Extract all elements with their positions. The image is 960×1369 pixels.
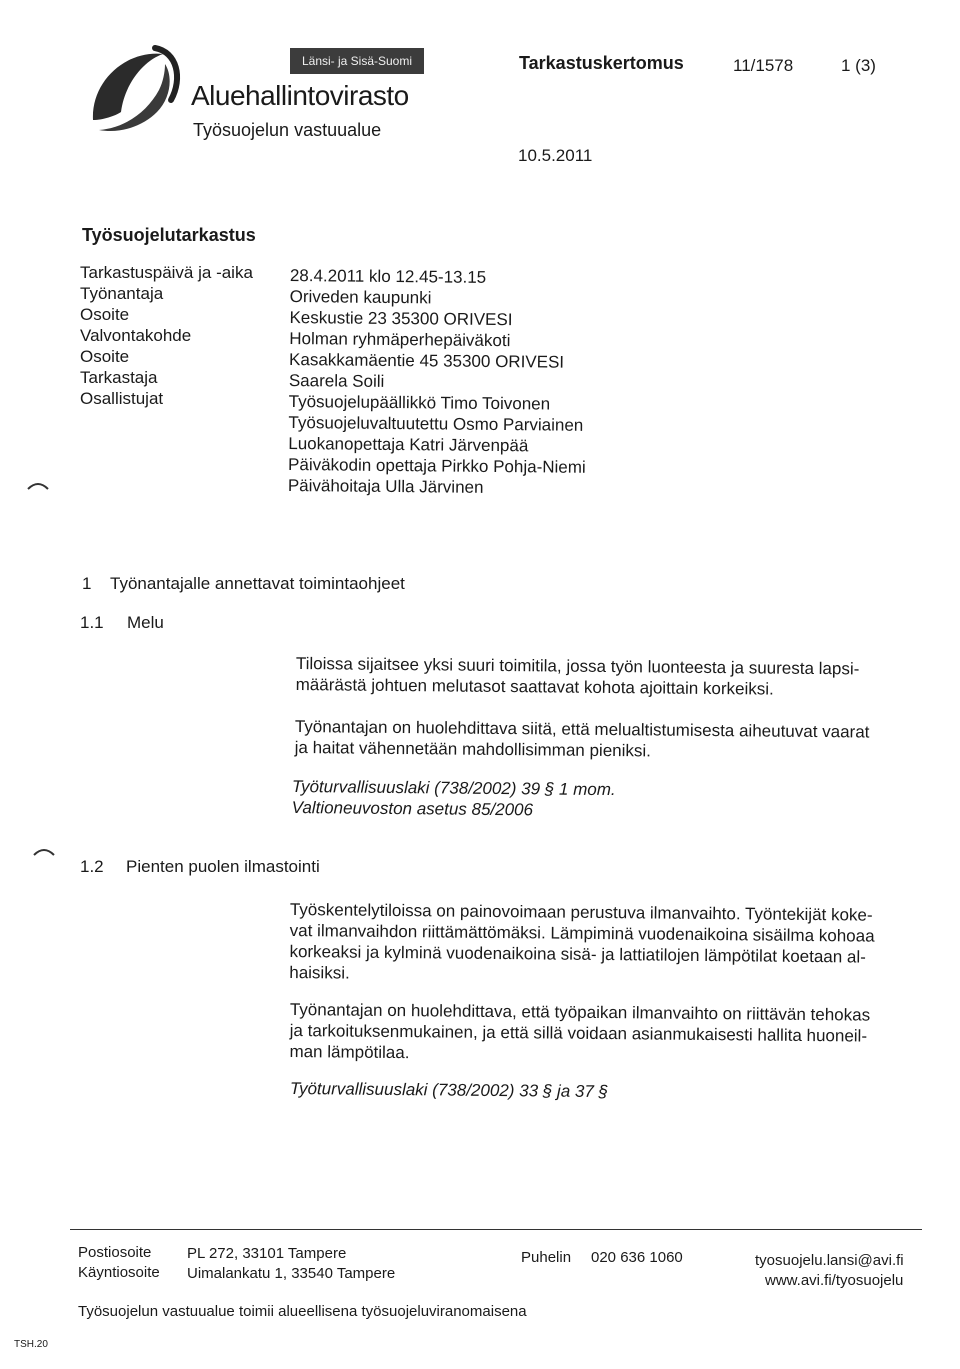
info-value: Oriveden kaupunki bbox=[289, 286, 432, 308]
document-number: 11/1578 bbox=[733, 56, 794, 75]
section-1-2-title: Pienten puolen ilmastointi bbox=[126, 857, 320, 876]
visiting-address: Uimalankatu 1, 33540 Tampere bbox=[187, 1265, 396, 1282]
phone-number: 020 636 1060 bbox=[591, 1249, 683, 1266]
agency-name: Aluehallintovirasto bbox=[191, 80, 409, 111]
info-value: Keskustie 23 35300 ORIVESI bbox=[289, 307, 513, 330]
info-label: Osoite bbox=[80, 347, 130, 366]
section-1-1-number: 1.1 bbox=[80, 613, 104, 632]
info-label: Tarkastaja bbox=[80, 368, 158, 387]
text-line: Tiloissa sijaitsee yksi suuri toimitila, jossa työn luonteesta ja suuresta lapsi- bbox=[295, 653, 860, 679]
text-line: haisiksi. bbox=[289, 962, 350, 983]
text-line: Työskentelytiloissa on painovoimaan perustuva ilmanvaihto. Työntekijät koke- bbox=[289, 899, 873, 925]
section-1-1-legal-reference bbox=[292, 776, 616, 821]
section-1-1-paragraph-2 bbox=[295, 716, 870, 764]
info-value: Työsuojelupäällikkö Timo Toivonen bbox=[288, 391, 551, 414]
region-badge: Länsi- ja Sisä-Suomi bbox=[290, 48, 424, 74]
info-value: Työsuojeluvaltuutettu Osmo Parviainen bbox=[288, 412, 584, 435]
info-value: 28.4.2011 klo 12.45-13.15 bbox=[289, 265, 487, 287]
agency-logo-icon bbox=[85, 42, 185, 137]
text-line: ja tarkoituksenmukainen, ja että sillä voidaan asianmukaisesti hallita huoneil- bbox=[289, 1020, 868, 1046]
footer-divider bbox=[70, 1229, 922, 1230]
info-label: Osallistujat bbox=[80, 389, 164, 408]
section-1-number: 1 bbox=[82, 574, 92, 593]
info-label: Valvontakohde bbox=[80, 326, 192, 345]
text-line: man lämpötilaa. bbox=[289, 1041, 410, 1063]
text-line: Työnantajan on huolehdittava siitä, että melualtistumisesta aiheutuvat vaarat bbox=[294, 716, 870, 742]
section-1-title: Työnantajalle annettavat toimintaohjeet bbox=[110, 574, 405, 593]
info-label: Osoite bbox=[80, 305, 130, 324]
contact-email: tyosuojelu.lansi@avi.fi bbox=[755, 1252, 904, 1269]
section-1-2-legal-reference bbox=[290, 1078, 608, 1102]
info-values bbox=[288, 265, 588, 499]
postal-address-label: Postiosoite bbox=[78, 1244, 152, 1261]
footer-note: Työsuojelun vastuualue toimii alueellisena työsuojeluviranomaisena bbox=[78, 1303, 527, 1320]
info-value: Päivähoitaja Ulla Järvinen bbox=[287, 475, 484, 497]
text-line: määrästä johtuen melutasot saattavat kohota ajoittain korkeiksi. bbox=[295, 674, 774, 699]
punch-mark-icon bbox=[32, 844, 56, 856]
text-line: Työnantajan on huolehdittava, että työpaikan ilmanvaihto on riittävän tehokas bbox=[289, 999, 871, 1025]
page-info: 1 (3) bbox=[841, 56, 876, 75]
text-line: korkeaksi ja kylminä vuodenaikoina sisä- ja lattiatilojen lämpötilat koetaan al- bbox=[289, 941, 866, 967]
text-line: Valtioneuvoston asetus 85/2006 bbox=[291, 797, 534, 820]
text-line: Työturvallisuuslaki (738/2002) 39 § 1 mom. bbox=[291, 776, 616, 800]
info-value: Holman ryhmäperhepäiväkoti bbox=[289, 328, 511, 351]
phone-label: Puhelin bbox=[521, 1249, 572, 1266]
info-labels bbox=[80, 262, 253, 409]
section-1-2-paragraph-2 bbox=[289, 999, 870, 1068]
section-1-1-paragraph-1 bbox=[296, 653, 860, 700]
form-code: TSH.20 bbox=[14, 1339, 48, 1350]
info-label: Työnantaja bbox=[80, 284, 164, 303]
visiting-address-label: Käyntiosoite bbox=[78, 1264, 160, 1281]
section-1-2-paragraph-1 bbox=[289, 899, 875, 989]
footer-address-labels bbox=[78, 1243, 160, 1283]
text-line: ja haitat vähennetään mahdollisimman pieniksi. bbox=[294, 737, 652, 761]
document-type: Tarkastuskertomus bbox=[519, 53, 684, 73]
section-1-1-title: Melu bbox=[127, 613, 164, 632]
info-label: Tarkastuspäivä ja -aika bbox=[80, 263, 253, 282]
punch-mark-icon bbox=[26, 478, 50, 490]
info-value: Luokanopettaja Katri Järvenpää bbox=[288, 433, 529, 456]
section-1-2-number: 1.2 bbox=[80, 857, 104, 876]
text-line: Työturvallisuuslaki (738/2002) 33 § ja 37 § bbox=[289, 1079, 609, 1102]
document-date: 10.5.2011 bbox=[518, 146, 593, 165]
info-value: Saarela Soili bbox=[288, 370, 385, 391]
agency-unit: Työsuojelun vastuualue bbox=[193, 120, 382, 140]
document-title: Työsuojelutarkastus bbox=[82, 225, 256, 245]
text-line: vat ilmanvaihdon riittämättömäksi. Lämpiminä vuodenaikoina sisäilma kohoaa bbox=[289, 920, 875, 946]
contact-website: www.avi.fi/tyosuojelu bbox=[765, 1272, 904, 1289]
postal-address: PL 272, 33101 Tampere bbox=[187, 1245, 347, 1262]
info-value: Kasakkamäentie 45 35300 ORIVESI bbox=[289, 349, 565, 372]
footer-address-values bbox=[187, 1244, 395, 1284]
info-value: Päiväkodin opettaja Pirkko Pohja-Niemi bbox=[287, 454, 586, 477]
